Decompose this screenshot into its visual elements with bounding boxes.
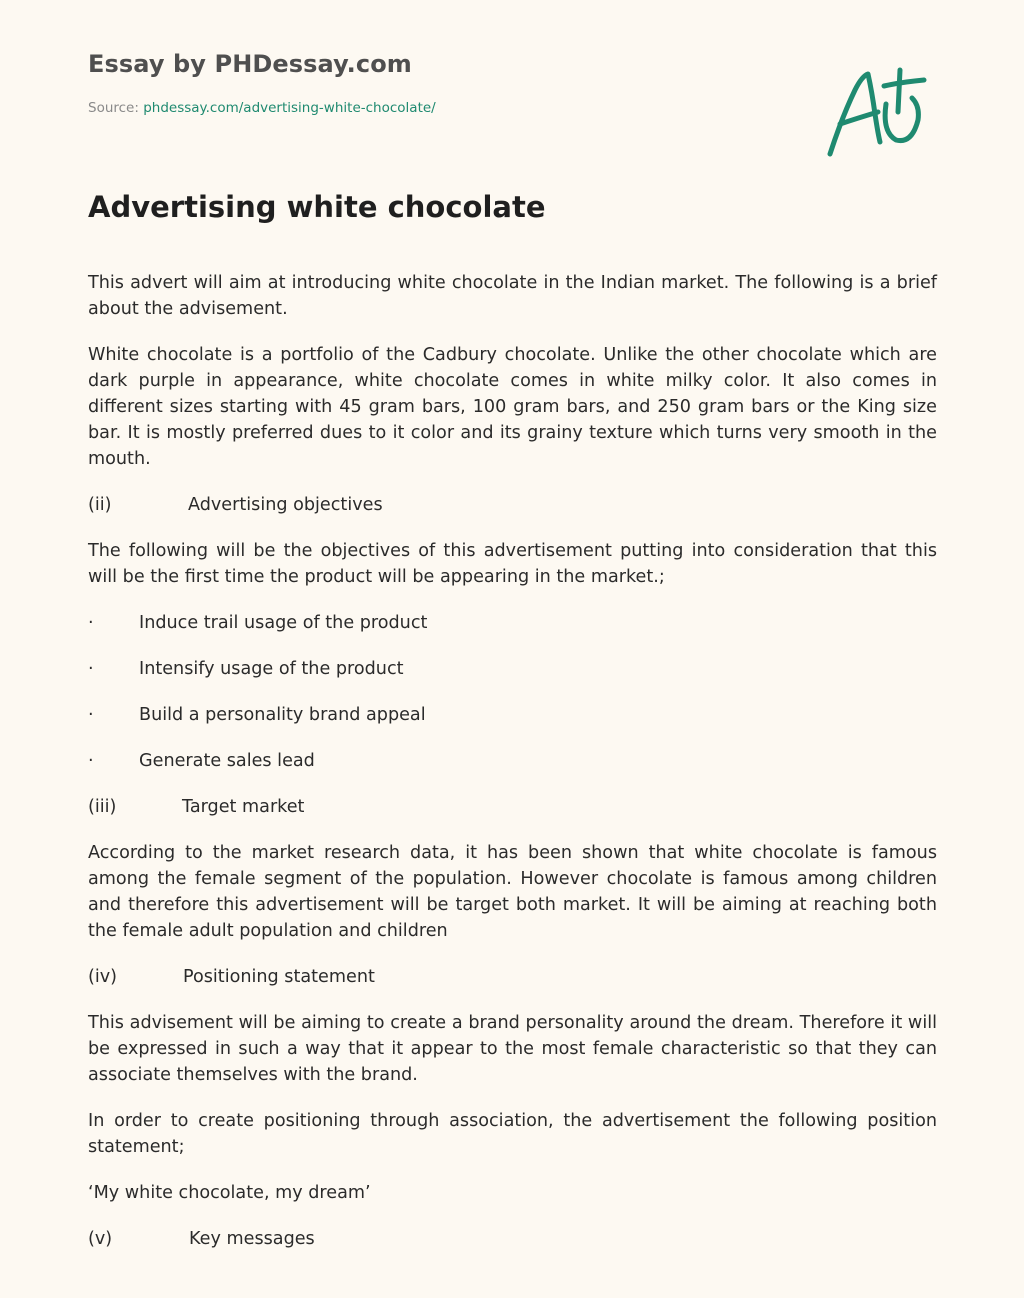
paragraph: This advert will aim at introducing white chocolate in the Indian market. The following is a brief about the advisement. xyxy=(88,273,937,319)
a-plus-logo-icon xyxy=(820,62,930,162)
section-heading xyxy=(88,492,937,518)
list-item xyxy=(88,656,937,682)
section-title: Key messages xyxy=(189,1229,315,1249)
list-item-text: Build a personality brand appeal xyxy=(139,705,426,725)
quote: ‘My white chocolate, my dream’ xyxy=(88,1183,371,1203)
page-title: Advertising white chocolate xyxy=(88,190,546,224)
section-title: Positioning statement xyxy=(183,967,375,987)
list-item xyxy=(88,748,937,774)
paragraph: The following will be the objectives of this advertisement putting into consideration that this will be the first time the product will be appearing in the market.; xyxy=(88,541,937,587)
bullet-icon: · xyxy=(88,751,94,771)
section-number: (ii) xyxy=(88,495,112,515)
page-header xyxy=(88,50,436,116)
source-line xyxy=(88,100,436,116)
source-link[interactable]: phdessay.com/advertising-white-chocolate/ xyxy=(143,100,436,116)
paragraph: This advisement will be aiming to create a brand personality around the dream. Therefore it will be expressed in such a way that it appear to the most female characteristic so that they can associate themselves with the brand. xyxy=(88,1013,937,1085)
list-item-text: Induce trail usage of the product xyxy=(139,613,428,633)
paragraph: In order to create positioning through association, the advertisement the following position statement; xyxy=(88,1111,937,1157)
section-heading xyxy=(88,1226,937,1252)
section-number: (iv) xyxy=(88,967,118,987)
paragraph: White chocolate is a portfolio of the Cadbury chocolate. Unlike the other chocolate which are dark purple in appearance, white chocolate comes in white milky color. It also comes in different sizes starting with 45 gram bars, 100 gram bars, and 250 gram bars or the King size bar. It is mostly preferred dues to it color and its grainy texture which turns very smooth in the mouth. xyxy=(88,345,937,469)
bullet-icon: · xyxy=(88,705,94,725)
site-brand[interactable]: Essay by PHDessay.com xyxy=(88,50,412,78)
section-number: (v) xyxy=(88,1229,113,1249)
section-number: (iii) xyxy=(88,797,117,817)
section-heading xyxy=(88,794,937,820)
paragraph: According to the market research data, it has been shown that white chocolate is famous among the female segment of the population. However chocolate is famous among children and therefore this advertisement will be target both market. It will be aiming at reaching both the female adult population and children xyxy=(88,843,937,941)
bullet-icon: · xyxy=(88,659,94,679)
list-item xyxy=(88,610,937,636)
list-item-text: Intensify usage of the product xyxy=(139,659,404,679)
bullet-icon: · xyxy=(88,613,94,633)
list-item-text: Generate sales lead xyxy=(139,751,315,771)
section-title: Advertising objectives xyxy=(188,495,383,515)
list-item xyxy=(88,702,937,728)
essay-body xyxy=(88,270,937,1272)
section-title: Target market xyxy=(182,797,305,817)
section-heading xyxy=(88,964,937,990)
source-label: Source: xyxy=(88,100,139,116)
